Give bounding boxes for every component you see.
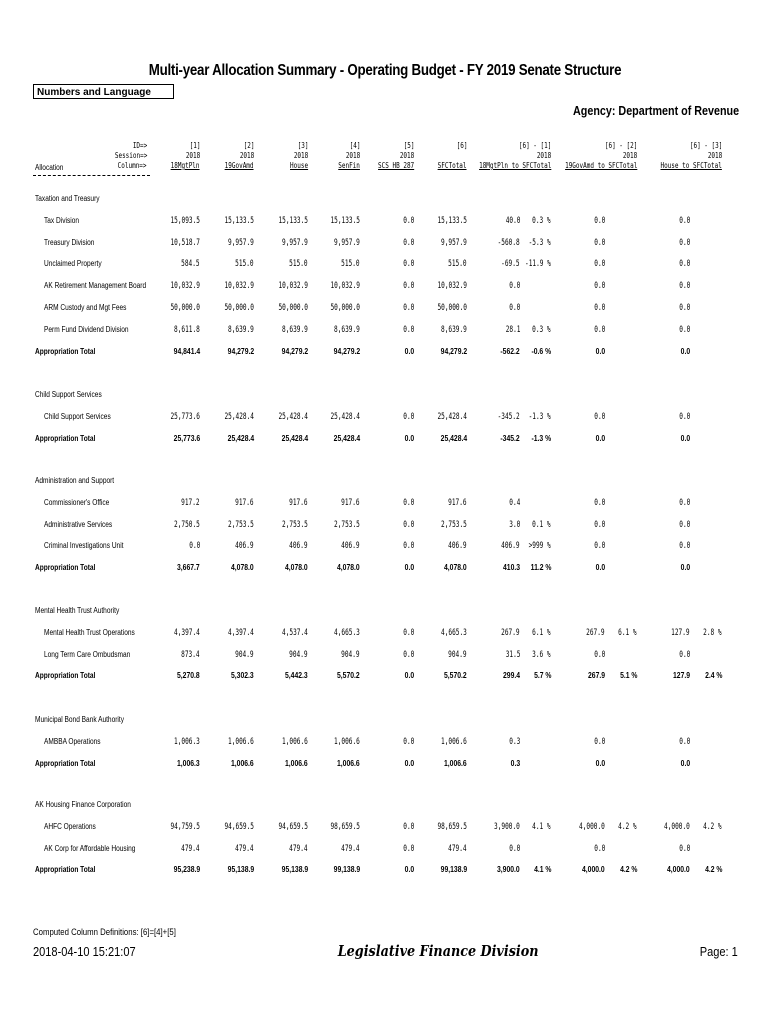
difference-amount: 0.0 [593,497,605,508]
value-cell: 5,302.3 [231,671,254,681]
appropriation-total-label: Appropriation Total [35,671,96,681]
header-rule [33,175,150,176]
value-cell: 1,006.3 [174,736,200,747]
value-cell: 1,006.6 [334,736,360,747]
column-id: [6] - [3] [689,141,722,150]
value-cell: 8,639.9 [441,324,467,335]
value-cell: 1,006.3 [177,758,200,768]
column-id: [6] - [1] [518,141,551,150]
appropriation-total-label: Appropriation Total [35,758,96,768]
difference-percent: 5.7 % [533,671,551,681]
difference-percent: 5.1 % [619,671,637,681]
value-cell: 94,659.5 [278,821,308,832]
value-cell: 15,133.5 [330,215,360,226]
difference-percent: 4.2 % [703,821,722,832]
appropriation-total-label: Appropriation Total [35,563,96,573]
value-cell: 10,032.9 [170,281,200,292]
difference-amount: -562.2 [500,346,520,356]
value-cell: 0.0 [402,259,414,270]
difference-amount: 4,000.0 [582,865,605,875]
difference-amount: 0.0 [508,281,520,292]
value-cell: 0.0 [404,865,414,875]
difference-amount: 4,000.0 [667,865,690,875]
difference-amount: 0.0 [678,303,690,313]
column-name: SenFin [338,161,360,170]
value-cell: 479.4 [235,843,254,854]
value-cell: 4,078.0 [444,563,467,573]
value-cell: 917.6 [341,497,360,508]
value-cell: 917.6 [235,497,254,508]
allocation-label: Administrative Services [44,519,113,529]
difference-amount: 3,900.0 [494,821,520,832]
value-cell: 10,032.9 [330,281,360,292]
difference-amount: 0.0 [593,649,605,660]
value-cell: 904.9 [448,649,467,660]
value-cell: 15,133.5 [437,215,467,226]
section-box: Numbers and Language [33,84,174,99]
value-cell: 406.9 [289,541,308,552]
difference-amount: 0.0 [678,259,690,270]
value-cell: 873.4 [181,649,200,660]
value-cell: 94,279.2 [333,346,360,356]
value-cell: 99,138.9 [333,865,360,875]
difference-amount: 410.3 [502,563,520,573]
value-cell: 0.0 [402,541,414,552]
value-cell: 406.9 [448,541,467,552]
value-cell: 1,006.6 [282,736,308,747]
value-cell: 25,428.4 [278,411,308,422]
group-heading: Taxation and Treasury [35,194,100,203]
difference-amount: 0.0 [508,843,520,854]
value-cell: 0.0 [402,519,414,530]
column-session: 2018 [707,151,722,160]
allocation-label: ARM Custody and Mgt Fees [44,303,127,312]
difference-percent: 4.2 % [618,821,637,832]
difference-amount: 0.0 [595,433,605,443]
difference-amount: 0.0 [593,324,605,335]
difference-amount: -560.8 [497,237,520,248]
difference-amount: 28.1 [505,324,520,335]
value-cell: 2,753.5 [334,519,360,530]
difference-amount: 0.0 [593,736,605,747]
column-id: [6] [456,141,467,150]
column-session: 2018 [345,151,360,160]
value-cell: 1,006.6 [444,758,467,768]
value-cell: 50,000.0 [330,303,360,313]
value-cell: 1,006.6 [228,736,254,747]
value-cell: 515.0 [448,259,467,270]
difference-amount: 267.9 [586,627,605,638]
allocation-header: Allocation [35,163,64,172]
value-cell: 2,753.5 [441,519,467,530]
difference-percent: 0.3 % [532,324,551,335]
value-cell: 0.0 [404,433,414,443]
value-cell: 94,759.5 [170,821,200,832]
value-cell: 9,957.9 [441,237,467,248]
value-cell: 0.0 [402,649,414,660]
difference-amount: 0.3 [510,758,520,768]
difference-amount: 0.0 [680,433,690,443]
value-cell: 3,667.7 [177,563,200,573]
value-cell: 2,753.5 [228,519,254,530]
allocation-label: Unclaimed Property [44,259,102,269]
difference-amount: 0.0 [680,563,690,573]
difference-percent: -1.3 % [531,433,551,443]
difference-amount: 0.0 [593,519,605,530]
value-cell: 94,659.5 [224,821,254,832]
column-name: SFCTotal [438,161,467,170]
difference-amount: 0.0 [593,411,605,422]
value-cell: 10,032.9 [437,281,467,292]
difference-amount: 406.9 [501,541,520,552]
value-cell: 0.0 [188,541,200,552]
value-cell: 0.0 [404,563,414,573]
value-cell: 25,428.4 [330,411,360,422]
difference-percent: -0.6 % [531,346,551,356]
column-id: [6] - [2] [604,141,637,150]
appropriation-total-label: Appropriation Total [35,433,96,443]
value-cell: 0.0 [402,303,414,313]
value-cell: 10,032.9 [278,281,308,292]
difference-amount: 0.0 [678,215,690,226]
value-cell: 9,957.9 [228,237,254,248]
difference-amount: 0.0 [678,649,690,660]
difference-amount: 0.0 [593,541,605,552]
difference-percent: 4.1 % [532,821,551,832]
value-cell: 4,537.4 [282,627,308,638]
value-cell: 479.4 [341,843,360,854]
value-cell: 4,078.0 [337,563,360,573]
value-cell: 25,428.4 [437,411,467,422]
value-cell: 50,000.0 [437,303,467,313]
value-cell: 25,428.4 [440,433,467,443]
value-cell: 98,659.5 [330,821,360,832]
group-heading: Mental Health Trust Authority [35,606,120,615]
value-cell: 0.0 [402,324,414,335]
value-cell: 50,000.0 [170,303,200,313]
column-session: 2018 [185,151,200,160]
value-cell: 94,279.2 [281,346,308,356]
value-cell: 95,238.9 [173,865,200,875]
column-session: 2018 [293,151,308,160]
allocation-label: Tax Division [44,215,80,225]
difference-amount: 0.0 [678,411,690,422]
difference-percent: 2.8 % [703,627,722,638]
value-cell: 0.0 [404,758,414,768]
value-cell: 10,032.9 [224,281,254,292]
difference-amount: 0.0 [595,758,605,768]
column-name: 19GovAmd to SFCTotal [564,161,637,170]
difference-amount: 0.0 [678,843,690,854]
value-cell: 94,279.2 [440,346,467,356]
value-cell: 25,428.4 [224,411,254,422]
value-cell: 0.0 [402,736,414,747]
value-cell: 0.0 [404,346,414,356]
difference-amount: 0.0 [678,237,690,248]
column-id: [2] [243,141,254,150]
column-name: 18MgtPln [171,161,200,170]
value-cell: 25,428.4 [333,433,360,443]
value-cell: 98,659.5 [437,821,467,832]
value-cell: 5,270.8 [177,671,200,681]
allocation-label: Perm Fund Dividend Division [44,324,129,334]
report-timestamp: 2018-04-10 15:21:07 [33,944,136,959]
value-cell: 95,138.9 [281,865,308,875]
value-cell: 0.0 [402,411,414,422]
value-cell: 515.0 [235,259,254,270]
value-cell: 25,428.4 [281,433,308,443]
value-cell: 9,957.9 [282,237,308,248]
difference-amount: 31.5 [505,649,520,660]
column-name: 18MgtPln to SFCTotal [478,161,551,170]
difference-percent: 6.1 % [532,627,551,638]
value-cell: 515.0 [289,259,308,270]
difference-amount: 40.0 [505,215,520,226]
value-cell: 5,570.2 [444,671,467,681]
difference-percent: 6.1 % [618,627,637,638]
column-session: 2018 [239,151,254,160]
value-cell: 94,841.4 [173,346,200,356]
value-cell: 8,639.9 [282,324,308,335]
value-cell: 25,428.4 [227,433,254,443]
value-cell: 5,442.3 [285,671,308,681]
difference-amount: 0.0 [595,346,605,356]
value-cell: 94,279.2 [227,346,254,356]
difference-amount: 0.0 [680,758,690,768]
value-cell: 9,957.9 [334,237,360,248]
allocation-label: Criminal Investigations Unit [44,541,124,551]
difference-percent: 2.4 % [704,671,722,681]
difference-amount: 0.4 [508,497,520,508]
difference-amount: 0.0 [593,259,605,270]
value-cell: 8,639.9 [228,324,254,335]
page-number: Page: 1 [699,944,738,959]
difference-amount: 0.0 [593,237,605,248]
group-heading: Child Support Services [35,390,102,399]
value-cell: 95,138.9 [227,865,254,875]
difference-percent: 4.2 % [704,865,722,875]
allocation-label: Treasury Division [44,237,95,247]
difference-amount: 4,000.0 [664,821,690,832]
value-cell: 50,000.0 [224,303,254,313]
difference-amount: 3,900.0 [497,865,520,875]
allocation-label: Child Support Services [44,411,111,421]
difference-amount: 4,000.0 [579,821,605,832]
value-cell: 50,000.0 [278,303,308,313]
value-cell: 4,078.0 [231,563,254,573]
value-cell: 904.9 [235,649,254,660]
difference-amount: -345.2 [500,433,520,443]
column-session: 2018 [536,151,551,160]
value-cell: 406.9 [341,541,360,552]
difference-amount: 0.0 [593,843,605,854]
difference-percent: -11.9 % [525,259,551,270]
difference-percent: 4.2 % [619,865,637,875]
difference-amount: 127.9 [671,627,690,638]
value-cell: 904.9 [289,649,308,660]
group-heading: Municipal Bond Bank Authority [35,715,124,724]
difference-amount: 0.0 [508,303,520,313]
difference-amount: 0.0 [593,281,605,292]
difference-amount: -345.2 [497,411,520,422]
column-name: SCS HB 287 [377,161,414,170]
value-cell: 4,665.3 [334,627,360,638]
header-row-label: Session=> [114,151,147,160]
difference-amount: 0.0 [678,281,690,292]
difference-amount: 267.9 [587,671,605,681]
value-cell: 1,006.6 [337,758,360,768]
value-cell: 2,753.5 [282,519,308,530]
column-session: 2018 [399,151,414,160]
value-cell: 25,773.6 [170,411,200,422]
value-cell: 0.0 [402,627,414,638]
value-cell: 904.9 [341,649,360,660]
value-cell: 4,397.4 [174,627,200,638]
allocation-label: AK Corp for Affordable Housing [44,843,136,853]
column-id: [4] [349,141,360,150]
difference-amount: 0.0 [678,324,690,335]
value-cell: 584.5 [181,259,200,270]
allocation-label: AMBBA Operations [44,736,101,746]
difference-amount: 0.0 [678,519,690,530]
difference-percent: -5.3 % [528,237,551,248]
value-cell: 1,006.6 [441,736,467,747]
difference-amount: 0.3 [508,736,520,747]
allocation-label: AHFC Operations [44,821,96,831]
difference-percent: >999 % [528,541,551,552]
value-cell: 2,750.5 [174,519,200,530]
column-definitions: Computed Column Definitions: [6]=[4]+[5] [33,927,176,938]
difference-amount: 0.0 [678,736,690,747]
value-cell: 0.0 [402,821,414,832]
difference-percent: 0.1 % [532,519,551,530]
difference-percent: -1.3 % [528,411,551,422]
difference-amount: -69.5 [501,259,520,270]
column-name: 19GovAmd [225,161,254,170]
value-cell: 1,006.6 [285,758,308,768]
group-heading: AK Housing Finance Corporation [35,800,131,809]
value-cell: 479.4 [181,843,200,854]
difference-percent: 0.3 % [532,215,551,226]
allocation-label: Commissioner's Office [44,497,110,507]
difference-amount: 0.0 [593,215,605,226]
value-cell: 479.4 [448,843,467,854]
value-cell: 4,665.3 [441,627,467,638]
header-row-label: Column=> [118,161,147,170]
value-cell: 0.0 [402,215,414,226]
value-cell: 515.0 [341,259,360,270]
value-cell: 0.0 [404,671,414,681]
difference-amount: 267.9 [501,627,520,638]
value-cell: 15,133.5 [224,215,254,226]
difference-percent: 11.2 % [530,563,551,573]
value-cell: 1,006.6 [231,758,254,768]
group-heading: Administration and Support [35,476,115,485]
allocation-label: Long Term Care Ombudsman [44,649,131,659]
difference-amount: 0.0 [678,541,690,552]
value-cell: 4,078.0 [285,563,308,573]
value-cell: 0.0 [402,843,414,854]
value-cell: 25,773.6 [173,433,200,443]
appropriation-total-label: Appropriation Total [35,346,96,356]
difference-amount: 127.9 [672,671,690,681]
column-name: House [289,161,308,170]
value-cell: 479.4 [289,843,308,854]
division-signature: Legislative Finance Division [337,942,539,960]
value-cell: 4,397.4 [228,627,254,638]
value-cell: 917.6 [289,497,308,508]
allocation-label: Mental Health Trust Operations [44,627,135,637]
value-cell: 406.9 [235,541,254,552]
page-title: Multi-year Allocation Summary - Operating Budget - FY 2019 Senate Structure [148,62,622,79]
allocation-label: AK Retirement Management Board [44,281,147,291]
value-cell: 99,138.9 [440,865,467,875]
difference-amount: 0.0 [680,346,690,356]
column-name: House to SFCTotal [660,161,722,170]
value-cell: 15,093.5 [170,215,200,226]
column-id: [1] [189,141,200,150]
difference-amount: 299.4 [502,671,520,681]
column-id: [5] [403,141,414,150]
difference-amount: 3.0 [508,519,520,530]
value-cell: 10,518.7 [170,237,200,248]
difference-percent: 3.6 % [532,649,551,660]
value-cell: 917.2 [181,497,200,508]
column-session: 2018 [622,151,637,160]
value-cell: 5,570.2 [337,671,360,681]
difference-amount: 0.0 [678,497,690,508]
difference-percent: 4.1 % [533,865,551,875]
difference-amount: 0.0 [593,303,605,313]
agency-label: Agency: Department of Revenue [572,104,739,118]
column-id: [3] [297,141,308,150]
value-cell: 8,611.8 [174,324,200,335]
value-cell: 15,133.5 [278,215,308,226]
value-cell: 0.0 [402,497,414,508]
value-cell: 8,639.9 [334,324,360,335]
difference-amount: 0.0 [595,563,605,573]
value-cell: 917.6 [448,497,467,508]
value-cell: 0.0 [402,281,414,292]
appropriation-total-label: Appropriation Total [35,865,96,875]
value-cell: 0.0 [402,237,414,248]
header-row-label: ID=> [132,141,147,150]
